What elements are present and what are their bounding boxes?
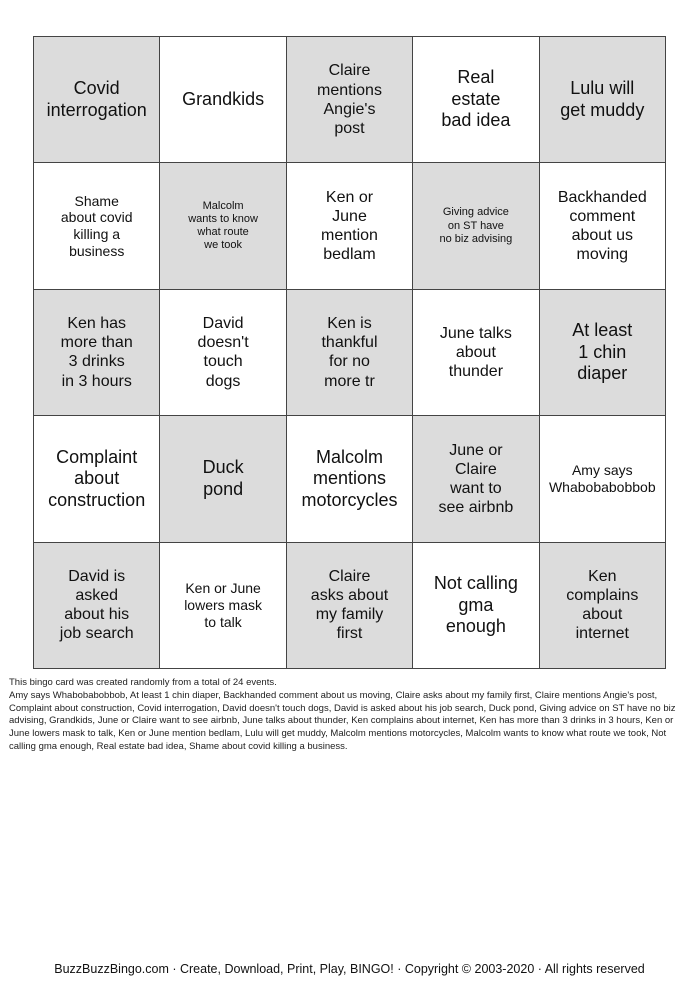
bingo-cell-text: Not calling gma enough — [433, 572, 518, 637]
bingo-cell-text: Lulu will get muddy — [560, 78, 645, 120]
bingo-cell — [540, 163, 666, 289]
bingo-cell-text: Claire asks about my family first — [310, 567, 389, 643]
bingo-cell — [34, 37, 160, 163]
bingo-cell-text: Ken or June lowers mask to talk — [184, 580, 262, 630]
bingo-cell-text: Malcolm wants to know what route we took — [188, 199, 258, 252]
bingo-cell-text: Shame about covid killing a business — [60, 192, 133, 259]
bingo-cell-text: Backhanded comment about us moving — [557, 188, 647, 264]
bingo-cell — [160, 163, 286, 289]
bingo-cell-text: Ken complains about internet — [566, 567, 639, 643]
card-notes — [9, 677, 692, 754]
bingo-cell — [413, 416, 539, 542]
bingo-cell-text: Amy says Whabobabobbob — [548, 462, 656, 495]
bingo-cell-text: Malcolm mentions motorcycles — [301, 446, 398, 510]
bingo-cell-text: June or Claire want to see airbnb — [438, 441, 514, 517]
bingo-cell — [34, 163, 160, 289]
bingo-cell — [287, 416, 413, 542]
bingo-cell-text: Giving advice on ST have no biz advising — [439, 206, 513, 245]
bingo-cell — [287, 543, 413, 669]
bingo-cell-text: Grandkids — [182, 88, 265, 109]
bingo-cell-text: At least 1 chin diaper — [572, 320, 633, 384]
bingo-cell — [287, 290, 413, 416]
bingo-cell — [34, 290, 160, 416]
bingo-cell — [540, 543, 666, 669]
bingo-cell-text: Complaint about construction — [48, 446, 146, 510]
notes-event-list: Amy says Whabobabobbob, At least 1 chin diaper, Backhanded comment about us moving, Claire asks about my family first, Claire mentions Angie's post, Complaint about construction, Covid interrogation, David doesn't touch dogs, David is asked about his job search, Duck pond, Giving advice on ST have no biz advising, Grandkids, June or Claire want to see airbnb, June talks about thunder, Ken complains about internet, Ken has more than 3 drinks in 3 hours, Ken or June lowers mask to talk, Ken or June mention bedlam, Lulu will get muddy, Malcolm mentions motorcycles, Malcolm wants to know what route we took, Not calling gma enough, Real estate bad idea, Shame about covid killing a business. — [9, 689, 676, 752]
bingo-cell-text: Real estate bad idea — [441, 67, 511, 131]
bingo-cell — [413, 163, 539, 289]
notes-intro: This bingo card was created randomly from a total of 24 events. — [9, 677, 277, 688]
bingo-cell-text: June talks about thunder — [439, 324, 512, 381]
bingo-cell-text: Covid interrogation — [46, 78, 147, 120]
bingo-cell-text: Ken or June mention bedlam — [321, 188, 378, 264]
bingo-cell — [34, 543, 160, 669]
bingo-cell — [160, 416, 286, 542]
bingo-cell-text: David is asked about his job search — [59, 567, 134, 643]
bingo-cell — [287, 163, 413, 289]
bingo-cell — [413, 290, 539, 416]
bingo-cell — [160, 543, 286, 669]
site-footer: BuzzBuzzBingo.com · Create, Download, Print, Play, BINGO! · Copyright © 2003-2020 · All rights reserved — [54, 962, 645, 976]
bingo-cell — [540, 416, 666, 542]
bingo-cell — [540, 290, 666, 416]
bingo-cell — [160, 290, 286, 416]
bingo-cell — [287, 37, 413, 163]
bingo-cell-text: Duck pond — [202, 457, 244, 499]
bingo-cell-text: Claire mentions Angie's post — [317, 62, 382, 137]
bingo-cell — [540, 37, 666, 163]
bingo-card-grid — [33, 36, 666, 669]
bingo-cell — [413, 37, 539, 163]
bingo-cell — [413, 543, 539, 669]
bingo-cell — [160, 37, 286, 163]
bingo-cell-text: Ken is thankful for no more tr — [321, 315, 378, 390]
bingo-cell — [34, 416, 160, 542]
bingo-cell-text: David doesn't touch dogs — [197, 315, 249, 390]
bingo-cell-text: Ken has more than 3 drinks in 3 hours — [60, 315, 133, 390]
